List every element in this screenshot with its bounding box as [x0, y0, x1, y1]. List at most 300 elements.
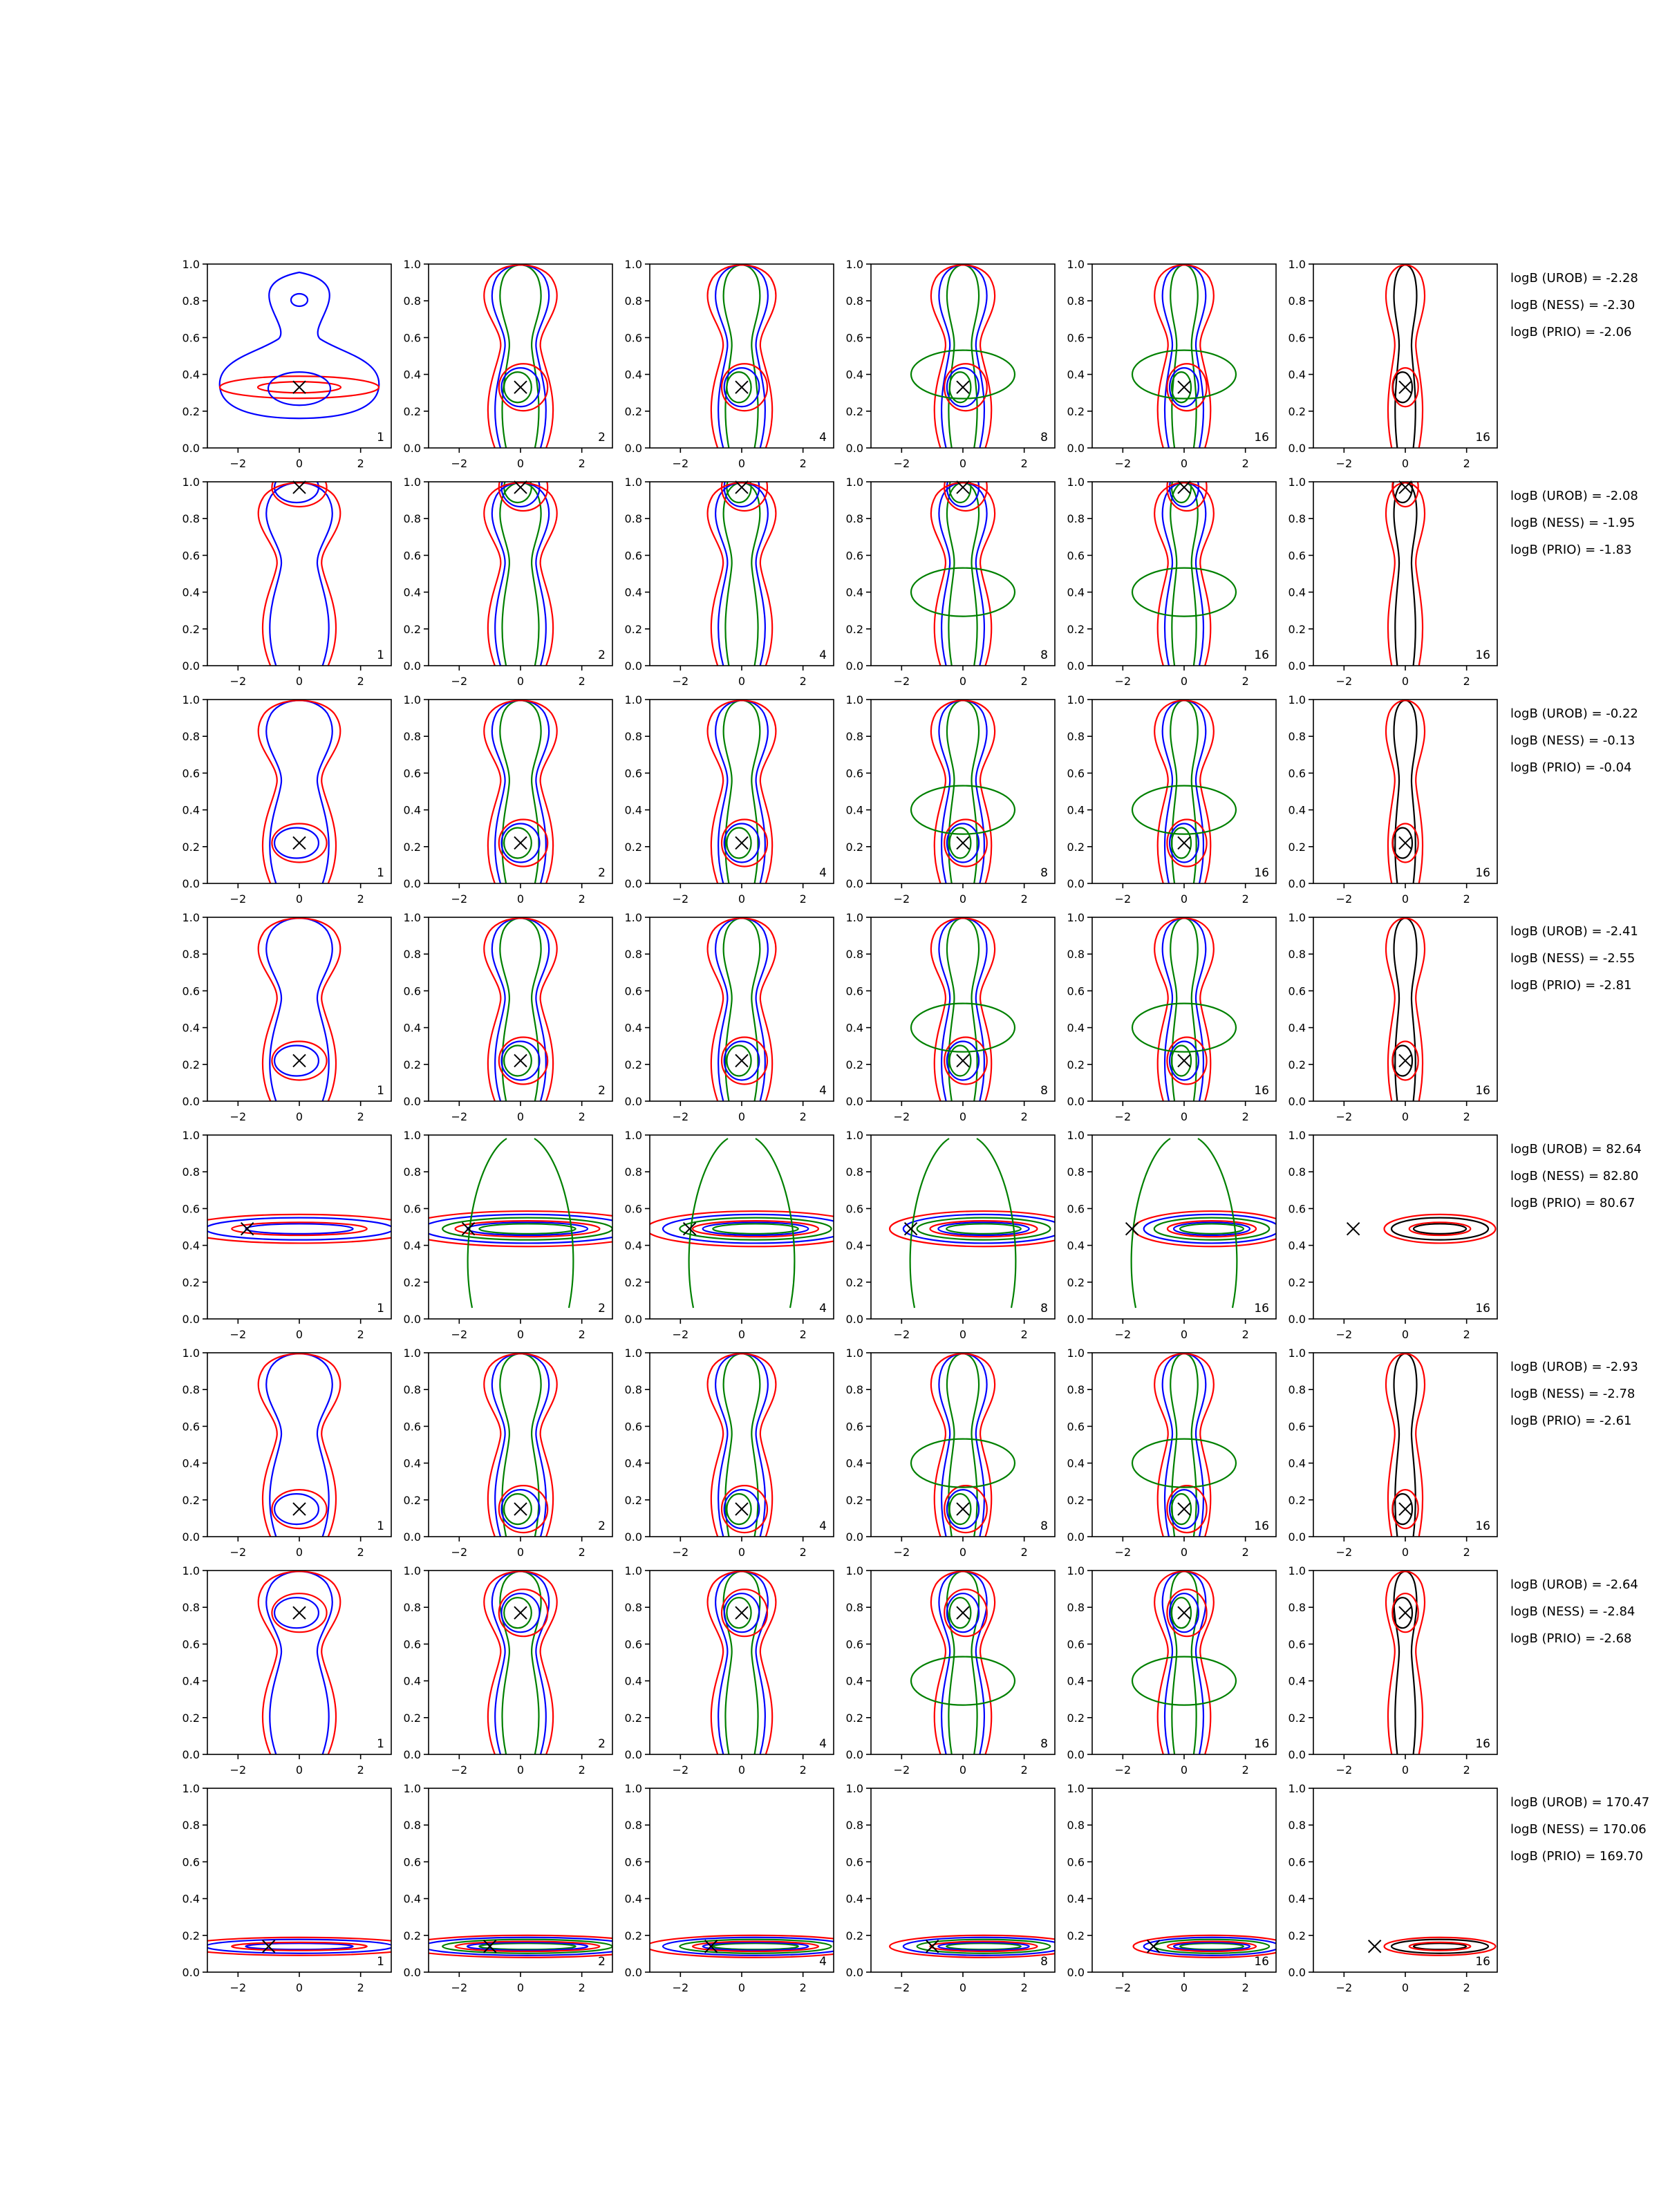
axes-frame [1313, 264, 1497, 448]
y-tick-label: 0.6 [182, 1420, 200, 1434]
y-tick-label: 0.0 [403, 1966, 421, 1979]
panel-label: 8 [1040, 431, 1048, 444]
x-tick-label: 2 [1020, 1110, 1028, 1123]
y-tick-label: 0.2 [624, 1929, 642, 1942]
x-tick-label: −2 [451, 1328, 468, 1341]
y-tick-label: 0.2 [1288, 404, 1306, 418]
y-tick-label: 0.2 [182, 404, 200, 418]
y-tick-label: 0.2 [403, 404, 421, 418]
contour-line [947, 918, 979, 1105]
x-tick-label: 2 [799, 892, 807, 906]
y-tick-label: 0.4 [624, 1021, 642, 1035]
contour-line [1393, 472, 1412, 503]
contour-set [708, 700, 776, 887]
x-tick-label: 0 [295, 892, 303, 906]
y-tick-label: 0.0 [624, 1530, 642, 1544]
contour-set [259, 1353, 341, 1540]
true-value-marker [1369, 1940, 1381, 1953]
subplot-r8-c1 [182, 1782, 416, 1994]
x-tick-label: 2 [1241, 1546, 1249, 1559]
x-tick-label: 0 [295, 1981, 303, 1994]
logb-annotation: logB (NESS) = -2.84 [1510, 1604, 1635, 1619]
contour-set [1132, 464, 1236, 669]
y-tick-label: 0.0 [403, 1530, 421, 1544]
y-tick-label: 0.0 [1067, 442, 1085, 455]
x-tick-label: −2 [1114, 1763, 1132, 1777]
x-tick-label: 2 [1020, 457, 1028, 470]
x-tick-label: 0 [959, 675, 967, 688]
y-tick-label: 1.0 [1067, 1347, 1085, 1360]
contour-line [402, 1936, 653, 1958]
y-tick-label: 0.0 [1288, 877, 1306, 890]
contour-set [1132, 265, 1236, 451]
y-tick-label: 0.2 [403, 622, 421, 636]
panel-label: 1 [377, 1519, 384, 1533]
y-tick-label: 0.4 [624, 1892, 642, 1906]
y-tick-label: 0.6 [1288, 331, 1306, 345]
axes-frame [1313, 1788, 1497, 1972]
x-tick-label: 0 [1401, 457, 1409, 470]
x-tick-label: 0 [1401, 1110, 1409, 1123]
contour-line [274, 1597, 319, 1628]
contour-line [1167, 1485, 1206, 1533]
panel-label: 2 [598, 1519, 606, 1533]
y-tick-label: 0.2 [403, 840, 421, 854]
contour-set [708, 265, 776, 451]
x-tick-label: 2 [578, 457, 585, 470]
y-tick-label: 0.6 [845, 767, 863, 780]
x-tick-label: −2 [893, 457, 910, 470]
y-tick-label: 0.2 [182, 1058, 200, 1071]
axes-frame [207, 482, 391, 666]
contour-set [708, 1353, 776, 1540]
x-tick-label: 2 [1463, 1110, 1470, 1123]
y-tick-label: 0.0 [182, 1095, 200, 1108]
y-tick-label: 0.8 [1288, 512, 1306, 526]
y-tick-label: 1.0 [1288, 911, 1306, 924]
y-tick-label: 1.0 [182, 1129, 200, 1142]
contour-line [727, 1597, 751, 1628]
subplot-r1-c1 [182, 258, 391, 470]
contour-line [1414, 1943, 1466, 1949]
y-tick-label: 0.6 [182, 1202, 200, 1216]
logb-annotation: logB (UROB) = -2.41 [1510, 924, 1638, 939]
panel-label: 16 [1254, 431, 1269, 444]
y-tick-label: 0.6 [624, 1420, 642, 1434]
panel-label: 4 [819, 648, 827, 662]
x-tick-label: 2 [578, 1981, 585, 1994]
x-tick-label: 0 [738, 892, 746, 906]
x-tick-label: −2 [451, 892, 468, 906]
y-tick-label: 0.2 [1288, 1493, 1306, 1507]
x-tick-label: −2 [451, 1763, 468, 1777]
y-tick-label: 0.8 [845, 1383, 863, 1397]
logb-annotation: logB (NESS) = -1.95 [1510, 516, 1635, 530]
contour-line [722, 1485, 767, 1533]
x-tick-label: −2 [1114, 675, 1132, 688]
subplot-r6-c3 [625, 1347, 834, 1559]
x-tick-label: 2 [357, 1763, 364, 1777]
y-tick-label: 0.4 [182, 803, 200, 817]
y-tick-label: 0.2 [624, 1711, 642, 1725]
y-tick-label: 0.6 [624, 331, 642, 345]
subplot-r3-c5 [1067, 693, 1276, 906]
contour-set [402, 1936, 653, 1958]
contour-line [939, 918, 986, 1105]
true-value-marker [1399, 381, 1412, 393]
true-value-marker [957, 1054, 969, 1067]
x-tick-label: 2 [1241, 1328, 1249, 1341]
x-tick-label: 0 [1180, 675, 1188, 688]
logb-annotation: logB (PRIO) = -2.06 [1510, 325, 1632, 339]
x-tick-label: 0 [959, 1328, 967, 1341]
y-tick-label: 0.0 [624, 1313, 642, 1326]
y-tick-label: 0.8 [403, 1819, 421, 1833]
x-tick-label: −2 [229, 457, 247, 470]
contour-line [1172, 1597, 1191, 1628]
contour-line [266, 482, 332, 669]
y-tick-label: 0.0 [845, 1966, 863, 1979]
x-tick-label: 2 [357, 1546, 364, 1559]
contour-set [1386, 1571, 1425, 1758]
true-value-marker [957, 836, 969, 849]
logb-annotation: logB (NESS) = -0.13 [1510, 733, 1635, 748]
x-tick-label: 0 [516, 1981, 525, 1994]
true-value-marker [1399, 1054, 1412, 1067]
contour-set [646, 1138, 865, 1308]
contour-line [1170, 700, 1198, 887]
contour-line [266, 1571, 332, 1758]
x-tick-label: 2 [578, 1546, 585, 1559]
x-tick-label: 0 [295, 1763, 303, 1777]
contour-line [266, 700, 332, 887]
contour-line [911, 568, 1015, 617]
y-tick-label: 1.0 [403, 258, 421, 271]
subplot-r4-c6 [1288, 911, 1497, 1123]
axes-frame [429, 917, 612, 1101]
y-tick-label: 0.8 [1288, 1819, 1306, 1833]
subplot-r8-c4 [846, 1782, 1078, 1994]
y-tick-label: 1.0 [403, 476, 421, 489]
x-tick-label: 0 [1401, 675, 1409, 688]
contour-line [944, 1589, 987, 1636]
true-value-marker [293, 381, 306, 393]
contour-line [245, 1943, 353, 1949]
y-tick-label: 1.0 [845, 1564, 863, 1577]
contour-set [1386, 918, 1425, 1105]
y-tick-label: 0.0 [182, 1748, 200, 1761]
y-tick-label: 1.0 [1288, 1782, 1306, 1795]
logb-annotation: logB (NESS) = 170.06 [1510, 1822, 1647, 1837]
x-tick-label: −2 [672, 1110, 689, 1123]
contour-set [484, 1353, 556, 1540]
y-tick-label: 1.0 [1067, 911, 1085, 924]
contour-line [274, 1045, 319, 1076]
x-tick-label: −2 [1114, 1546, 1132, 1559]
true-value-marker [293, 1606, 306, 1619]
contour-line [1386, 918, 1425, 1105]
y-tick-label: 0.2 [182, 1275, 200, 1289]
contour-line [646, 1936, 865, 1958]
y-tick-label: 0.2 [1288, 1058, 1306, 1071]
logb-annotation: logB (PRIO) = -2.68 [1510, 1631, 1632, 1646]
y-tick-label: 0.2 [403, 1929, 421, 1942]
true-value-marker [514, 1503, 527, 1515]
axes-frame [871, 917, 1055, 1101]
y-tick-label: 0.8 [1067, 730, 1085, 744]
panel-label: 2 [598, 1737, 606, 1751]
subplot-r7-c2 [404, 1564, 612, 1777]
y-tick-label: 1.0 [845, 1782, 863, 1795]
subplot-r5-c5 [1067, 1129, 1291, 1341]
x-tick-label: −2 [1114, 892, 1132, 906]
y-tick-label: 0.2 [624, 404, 642, 418]
contour-line [950, 1494, 971, 1524]
y-tick-label: 0.0 [845, 1313, 863, 1326]
contour-line [944, 364, 987, 411]
y-tick-label: 0.6 [1288, 767, 1306, 780]
panel-label: 16 [1254, 1302, 1269, 1315]
y-tick-label: 0.4 [1288, 368, 1306, 382]
contour-set [1386, 468, 1425, 669]
y-tick-label: 0.0 [624, 877, 642, 890]
axes-frame [650, 917, 834, 1101]
contour-set [484, 265, 556, 451]
contour-set [708, 464, 776, 669]
true-value-marker [735, 836, 748, 849]
x-tick-label: −2 [229, 892, 247, 906]
x-tick-label: −2 [451, 1110, 468, 1123]
logb-annotation: logB (UROB) = 170.47 [1510, 1795, 1650, 1810]
contour-line [1163, 265, 1206, 451]
contour-line [1167, 819, 1206, 866]
y-tick-label: 0.6 [403, 549, 421, 563]
panel-label: 8 [1040, 1084, 1048, 1098]
x-tick-label: 0 [959, 1546, 967, 1559]
y-tick-label: 0.2 [845, 1711, 863, 1725]
x-tick-label: 2 [1463, 1763, 1470, 1777]
true-value-marker [735, 1054, 748, 1067]
y-tick-label: 1.0 [1067, 1129, 1085, 1142]
y-tick-label: 0.6 [845, 984, 863, 998]
true-value-marker [514, 381, 527, 393]
x-tick-label: −2 [893, 1328, 910, 1341]
x-tick-label: 0 [738, 1981, 746, 1994]
x-tick-label: −2 [1335, 1328, 1353, 1341]
y-tick-label: 1.0 [182, 476, 200, 489]
y-tick-label: 0.8 [1288, 1165, 1306, 1179]
y-tick-label: 0.2 [624, 1058, 642, 1071]
y-tick-label: 0.8 [403, 512, 421, 526]
x-tick-label: −2 [451, 675, 468, 688]
y-tick-label: 0.4 [182, 585, 200, 599]
y-tick-label: 0.4 [182, 368, 200, 382]
panel-label: 16 [1254, 648, 1269, 662]
y-tick-label: 0.8 [1067, 512, 1085, 526]
subplot-r8-c2 [402, 1782, 653, 1994]
contour-line [708, 1571, 776, 1758]
x-tick-label: 0 [738, 1110, 746, 1123]
contour-set [1134, 1936, 1291, 1958]
y-tick-label: 0.6 [1288, 984, 1306, 998]
y-tick-label: 0.2 [1067, 840, 1085, 854]
panel-label: 16 [1254, 1519, 1269, 1533]
y-tick-label: 1.0 [1288, 476, 1306, 489]
y-tick-label: 0.8 [624, 294, 642, 308]
y-tick-label: 0.8 [845, 730, 863, 744]
y-tick-label: 0.2 [182, 1493, 200, 1507]
y-tick-label: 0.6 [624, 767, 642, 780]
contour-line [1394, 265, 1417, 451]
y-tick-label: 0.4 [182, 1892, 200, 1906]
y-tick-label: 0.4 [1288, 585, 1306, 599]
subplot-r2-c4 [846, 464, 1055, 688]
contour-line [422, 1215, 632, 1244]
contour-line [291, 294, 308, 306]
y-tick-label: 0.0 [1288, 1530, 1306, 1544]
y-tick-label: 0.6 [1067, 549, 1085, 563]
x-tick-label: 2 [1020, 1546, 1028, 1559]
y-tick-label: 1.0 [845, 911, 863, 924]
logb-annotation: logB (PRIO) = -2.81 [1510, 978, 1632, 993]
x-tick-label: 0 [959, 457, 967, 470]
y-tick-label: 1.0 [1288, 1347, 1306, 1360]
y-tick-label: 0.4 [624, 1239, 642, 1253]
y-tick-label: 0.6 [624, 1855, 642, 1869]
contour-line [1170, 918, 1198, 1105]
panel-label: 8 [1040, 866, 1048, 880]
x-tick-label: −2 [672, 892, 689, 906]
contour-line [266, 918, 332, 1105]
x-tick-label: 2 [1241, 1110, 1249, 1123]
y-tick-label: 0.8 [845, 512, 863, 526]
panel-label: 4 [819, 866, 827, 880]
contour-set [182, 1215, 416, 1244]
y-tick-label: 1.0 [1288, 693, 1306, 706]
y-tick-label: 1.0 [182, 1564, 200, 1577]
subplot-r5-c4 [846, 1129, 1078, 1341]
y-tick-label: 0.6 [182, 1855, 200, 1869]
panel-label: 2 [598, 648, 606, 662]
panel-label: 2 [598, 1084, 606, 1098]
panel-label: 4 [819, 1955, 827, 1969]
x-tick-label: 2 [578, 675, 585, 688]
subplot-r2-c3 [625, 464, 834, 688]
y-tick-label: 0.0 [1067, 1313, 1085, 1326]
true-value-marker [1399, 1606, 1412, 1619]
y-tick-label: 0.4 [1067, 1021, 1085, 1035]
y-tick-label: 0.4 [1067, 368, 1085, 382]
x-tick-label: 2 [1463, 457, 1470, 470]
true-value-marker [735, 1606, 748, 1619]
subplot-r3-c4 [846, 693, 1055, 906]
x-tick-label: −2 [672, 1763, 689, 1777]
y-tick-label: 0.4 [182, 1239, 200, 1253]
y-tick-label: 0.6 [1067, 1202, 1085, 1216]
y-tick-label: 1.0 [1067, 1564, 1085, 1577]
contour-set [259, 468, 341, 669]
contour-line [402, 1211, 653, 1246]
x-tick-label: −2 [1335, 1981, 1353, 1994]
contour-line [1172, 472, 1191, 503]
contour-line [944, 1485, 987, 1533]
y-tick-label: 0.0 [182, 659, 200, 673]
true-value-marker [957, 1503, 969, 1515]
x-tick-label: 2 [799, 1110, 807, 1123]
y-tick-label: 0.0 [1067, 1530, 1085, 1544]
logb-annotation: logB (PRIO) = 169.70 [1510, 1849, 1643, 1864]
true-value-marker [735, 1503, 748, 1515]
x-tick-label: 0 [295, 457, 303, 470]
y-tick-label: 0.2 [845, 404, 863, 418]
contour-line [1391, 1940, 1488, 1953]
y-tick-label: 0.8 [624, 1819, 642, 1833]
x-tick-label: −2 [229, 1981, 247, 1994]
contour-line [708, 1353, 776, 1540]
y-tick-label: 0.2 [182, 622, 200, 636]
y-tick-label: 0.2 [1067, 1929, 1085, 1942]
contour-line [890, 1936, 1078, 1958]
contour-set [182, 1938, 416, 1956]
y-tick-label: 0.8 [1067, 1819, 1085, 1833]
x-tick-label: 0 [295, 1110, 303, 1123]
contour-line [911, 1439, 1015, 1488]
contour-set [1132, 700, 1236, 887]
axes-frame [1313, 700, 1497, 883]
y-tick-label: 1.0 [624, 911, 642, 924]
y-tick-label: 0.2 [845, 1058, 863, 1071]
y-tick-label: 0.6 [624, 549, 642, 563]
contour-line [1170, 1353, 1198, 1540]
panel-label: 16 [1475, 1519, 1490, 1533]
y-tick-label: 0.8 [1067, 1165, 1085, 1179]
x-tick-label: 2 [1463, 675, 1470, 688]
y-tick-label: 0.8 [845, 1819, 863, 1833]
contour-line [205, 1940, 393, 1953]
y-tick-label: 0.4 [845, 585, 863, 599]
y-tick-label: 0.4 [182, 1674, 200, 1688]
contour-line [1180, 1943, 1244, 1949]
contour-line [646, 1211, 865, 1246]
y-tick-label: 0.0 [845, 1748, 863, 1761]
x-tick-label: −2 [1335, 1546, 1353, 1559]
y-tick-label: 0.4 [1288, 1892, 1306, 1906]
y-tick-label: 1.0 [624, 1129, 642, 1142]
panel-label: 4 [819, 431, 827, 444]
contour-line [911, 1004, 1015, 1052]
contour-line [939, 265, 986, 451]
y-tick-label: 0.0 [845, 442, 863, 455]
x-tick-label: 2 [1463, 1328, 1470, 1341]
y-tick-label: 0.4 [1067, 585, 1085, 599]
logb-annotation: logB (PRIO) = -0.04 [1510, 760, 1632, 775]
y-tick-label: 0.4 [1067, 1239, 1085, 1253]
y-tick-label: 0.2 [1288, 1929, 1306, 1942]
contour-set [259, 1571, 341, 1758]
y-tick-label: 0.4 [624, 368, 642, 382]
contour-line [274, 827, 319, 858]
y-tick-label: 0.0 [182, 442, 200, 455]
panel-label: 1 [377, 866, 384, 880]
y-tick-label: 1.0 [845, 1347, 863, 1360]
x-tick-label: −2 [229, 1546, 247, 1559]
y-tick-label: 0.4 [403, 803, 421, 817]
y-tick-label: 0.6 [845, 331, 863, 345]
x-tick-label: 2 [578, 892, 585, 906]
true-value-marker [293, 1054, 306, 1067]
x-tick-label: 0 [738, 1763, 746, 1777]
x-tick-label: 2 [357, 675, 364, 688]
